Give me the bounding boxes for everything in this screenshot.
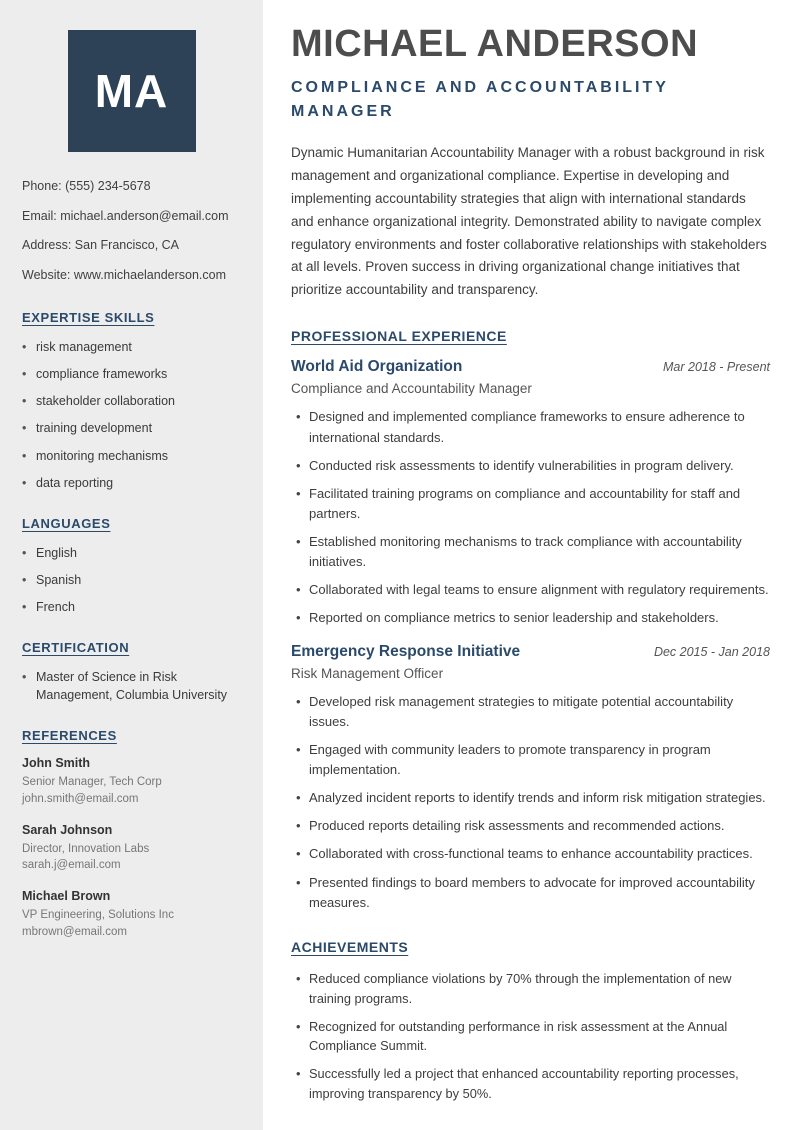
list-item: • Recognized for outstanding performance in risk assessment at the Annual Compliance Summit. (291, 1017, 770, 1057)
section-certification (22, 640, 241, 704)
reference-email: sarah.j@email.com (22, 859, 121, 872)
section-languages (22, 516, 241, 616)
job-header (291, 643, 770, 661)
main-content (263, 0, 800, 1130)
list-item: • Spanish (22, 571, 241, 589)
job-entry (291, 643, 770, 913)
list-item: • compliance frameworks (22, 365, 241, 383)
list-item: • Successfully led a project that enhanced accountability reporting processes, improving transparency by 50%. (291, 1064, 770, 1104)
job-role: Risk Management Officer (291, 665, 444, 681)
list-item: • monitoring mechanisms (22, 447, 241, 465)
list-item: • Engaged with community leaders to promote transparency in program implementation. (291, 740, 770, 780)
list-item: Address: San Francisco, CA (22, 238, 180, 252)
list-item: • Designed and implemented compliance frameworks to ensure adherence to international standards. (291, 407, 770, 447)
achievements-list (291, 969, 770, 1104)
list-item: • Developed risk management strategies to mitigate potential accountability issues. (291, 692, 770, 732)
list-item: • Presented findings to board members to advocate for improved accountability measures. (291, 873, 770, 913)
languages-heading: LANGUAGES (22, 515, 111, 531)
job-entry (291, 358, 770, 628)
certification-heading: CERTIFICATION (22, 640, 130, 656)
list-item: • data reporting (22, 474, 241, 492)
reference-email: mbrown@email.com (22, 925, 127, 938)
job-dates: Mar 2018 - Present (663, 360, 770, 375)
reference-entry (22, 823, 241, 874)
expertise-skills-heading: EXPERTISE SKILLS (22, 310, 155, 325)
references-heading: REFERENCES (22, 728, 117, 744)
list-item: • Reduced compliance violations by 70% through the implementation of new training programs. (291, 969, 770, 1009)
job-header (291, 358, 770, 376)
job-bullet-list (291, 692, 770, 913)
list-item: • Conducted risk assessments to identify vulnerabilities in program delivery. (291, 456, 770, 476)
section-references (22, 728, 241, 940)
list-item: • stakeholder collaboration (22, 392, 241, 410)
list-item: • Reported on compliance metrics to senior leadership and stakeholders. (291, 608, 770, 628)
person-name: MICHAEL ANDERSON (291, 23, 699, 65)
list-item: Phone: (555) 234-5678 (22, 179, 151, 193)
reference-role: VP Engineering, Solutions Inc (22, 909, 174, 922)
professional-experience-heading: PROFESSIONAL EXPERIENCE (291, 328, 507, 345)
languages-list (22, 544, 241, 616)
list-item: Website: www.michaelanderson.com (22, 267, 227, 282)
list-item: • Analyzed incident reports to identify trends and inform risk mitigation strategies. (291, 788, 770, 808)
achievements-heading: ACHIEVEMENTS (291, 938, 409, 955)
list-item: • Facilitated training programs on compliance and accountability for staff and partners. (291, 484, 770, 524)
avatar-initials: MA (94, 65, 169, 117)
list-item: • Established monitoring mechanisms to track compliance with accountability initiatives. (291, 532, 770, 572)
reference-name: John Smith (22, 756, 91, 771)
list-item: • Produced reports detailing risk assessments and recommended actions. (291, 816, 770, 836)
job-company: World Aid Organization (291, 358, 463, 376)
job-bullet-list (291, 407, 770, 628)
list-item: • risk management (22, 338, 241, 356)
reference-name: Sarah Johnson (22, 822, 113, 837)
reference-name: Michael Brown (22, 889, 111, 904)
person-title: COMPLIANCE AND ACCOUNTABILITY MANAGER (291, 78, 669, 120)
summary-paragraph: Dynamic Humanitarian Accountability Manager with a robust background in risk management and organizational compliance. Expertise in developing and implementing accountability strategies that align with international standards and enhance organizational integrity. Demonstrated ability to navigate complex regulatory environments and foster collaborative relationships with stakeholders at all levels. Proven success in driving organizational change initiatives that prioritize accountability and transparency. (291, 144, 767, 298)
reference-role: Director, Innovation Labs (22, 842, 150, 855)
certification-list (22, 668, 241, 704)
job-dates: Dec 2015 - Jan 2018 (653, 644, 770, 659)
list-item: • Collaborated with legal teams to ensure alignment with regulatory requirements. (291, 580, 770, 600)
list-item: • Collaborated with cross-functional teams to enhance accountability practices. (291, 844, 770, 864)
list-item: Email: michael.anderson@email.com (22, 208, 229, 223)
reference-entry (22, 889, 241, 940)
section-expertise-skills (22, 310, 241, 492)
list-item: • English (22, 544, 241, 562)
contact-list (22, 178, 241, 284)
sidebar (0, 0, 263, 1130)
list-item: • Master of Science in Risk Management, Columbia University (22, 668, 241, 704)
list-item: • French (22, 598, 241, 616)
reference-email: john.smith@email.com (22, 793, 139, 806)
job-company: Emergency Response Initiative (291, 642, 521, 660)
job-role: Compliance and Accountability Manager (291, 381, 532, 397)
skills-list (22, 338, 241, 492)
reference-role: Senior Manager, Tech Corp (22, 776, 162, 789)
reference-entry (22, 756, 241, 807)
list-item: • training development (22, 419, 241, 437)
avatar (68, 30, 196, 152)
